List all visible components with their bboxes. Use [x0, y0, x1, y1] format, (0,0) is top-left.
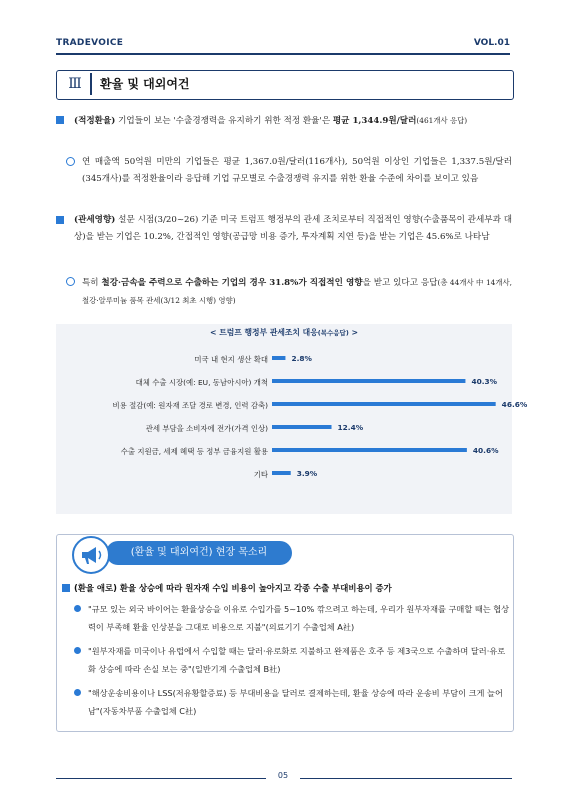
volume-label: VOL.01: [473, 38, 510, 48]
value-label: 40.6%: [472, 446, 499, 455]
category-label: 미국 내 현지 생산 확대: [194, 355, 268, 364]
footer-rule-left: [56, 778, 266, 779]
header-divider: [56, 53, 510, 55]
circle-bullet-icon: [66, 157, 75, 166]
chart-bars: [56, 340, 528, 510]
body-text-tail: 을 받고 있다고 응답: [362, 278, 438, 288]
dot-bullet-icon: [74, 689, 81, 696]
paragraph-exchange-rate: [56, 112, 512, 130]
note-text: (총 44개사 中 14개사, 철강·알루미늄 품목 관세(3/12 최초 시행) 영향): [82, 278, 512, 305]
sub-item-size-difference: [66, 154, 512, 188]
value-label: 46.6%: [501, 400, 528, 409]
square-bullet-icon: [62, 584, 70, 592]
square-bullet-icon: [56, 116, 64, 124]
body-text: 연 매출액 50억원 미만의 기업들은 평균 1,367.0원/달러(116개사), 50억원 이상인 기업들은 1,337.5원/달러(345개사)를 적정환율이라 응답해 기업 규모별로 수출경쟁력 유지를 위한 환율 수준에 차이를 보이고 있음: [82, 157, 512, 184]
voice-heading: (환율 애로) 환율 상승에 따라 원자재 수입 비용이 높아지고 각종 수출 부대비용이 증가: [62, 582, 392, 594]
category-label: 비용 절감(예: 원자재 조달 경로 변경, 인력 감축): [112, 401, 268, 410]
paragraph-tariff-impact: [56, 212, 512, 246]
bar: [272, 448, 467, 452]
value-label: 2.8%: [291, 354, 312, 363]
square-bullet-icon: [56, 216, 64, 224]
megaphone-icon: [72, 536, 110, 574]
bar: [272, 471, 291, 475]
category-label: 기타: [253, 470, 268, 479]
category-label: 관세 부담을 소비자에 전가(가격 인상): [145, 424, 268, 433]
chart-title: < 트럼프 행정부 관세조치 대응(복수응답) >: [209, 328, 359, 337]
voice-quote-item: "해상운송비용이나 LSS(저유황할증료) 등 부대비용을 달러로 결제하는데, 환율 상승에 따라 운송비 부담이 크게 늘어남"(자동차부품 수출업체 C社): [74, 684, 510, 720]
field-voice-title: (환율 및 대외여건) 현장 목소리: [106, 541, 292, 565]
bar: [272, 356, 285, 360]
voice-quote-item: "규모 있는 외국 바이어는 환율상승을 이유로 수입가를 5~10% 깎으려고 하는데, 우리가 원부자재를 구매할 때는 협상력이 부족해 환율 인상분을 그대로 비용으로 지불"(의료기기 수출업체 A社): [74, 600, 510, 636]
page-number: 05: [277, 771, 289, 780]
circle-bullet-icon: [66, 277, 75, 286]
sub-item-steel: [66, 274, 512, 310]
emphasis-text: 평균 1,344.9원/달러: [332, 116, 417, 126]
emphasis-text: 철강·금속을 주력으로 수출하는 기업의 경우 31.8%가 직접적인 영향: [101, 278, 363, 288]
body-text: 설문 시점(3/20~26) 기준 미국 트럼프 행정부의 관세 조치로부터 직접적인 영향(수출품목이 관세부과 대상)을 받는 기업은 10.2%, 간접적인 영향(공급망 비용 증가, 투자계획 지연 등)을 받는 기업은 45.6%로 나타남: [74, 215, 512, 242]
value-label: 12.4%: [337, 423, 364, 432]
bar: [272, 402, 496, 406]
value-label: 3.9%: [296, 469, 318, 478]
section-title: 환율 및 대외여건: [100, 77, 190, 91]
lead-label: (관세영향): [74, 215, 116, 225]
brand-logo: TRADEVOICE: [56, 38, 124, 48]
value-label: 40.3%: [471, 377, 498, 386]
dot-bullet-icon: [74, 647, 81, 654]
voice-quote-item: "원부자재를 미국이나 유럽에서 수입할 때는 달러·유로화로 지불하고 완제품은 호주 등 제3국으로 수출하며 달러·유로화 상승에 따라 손실 보는 중"(일반기계 수출업체 B社): [74, 642, 510, 678]
section-number: Ⅲ: [60, 73, 92, 95]
lead-label: (적정환율): [74, 116, 116, 126]
category-label: 수출 지원금, 세제 혜택 등 정부 금융지원 활용: [120, 447, 268, 456]
bar: [272, 379, 465, 383]
footer-rule-right: [300, 778, 512, 779]
note-text: (461개사 응답): [416, 116, 468, 125]
body-text: 특히: [82, 278, 102, 288]
category-label: 대체 수출 시장(예: EU, 동남아시아) 개척: [135, 378, 268, 387]
bar: [272, 425, 332, 429]
dot-bullet-icon: [74, 605, 81, 612]
body-text: 기업들이 보는 '수출경쟁력을 유지하기 위한 적정 환율'은: [115, 116, 333, 126]
